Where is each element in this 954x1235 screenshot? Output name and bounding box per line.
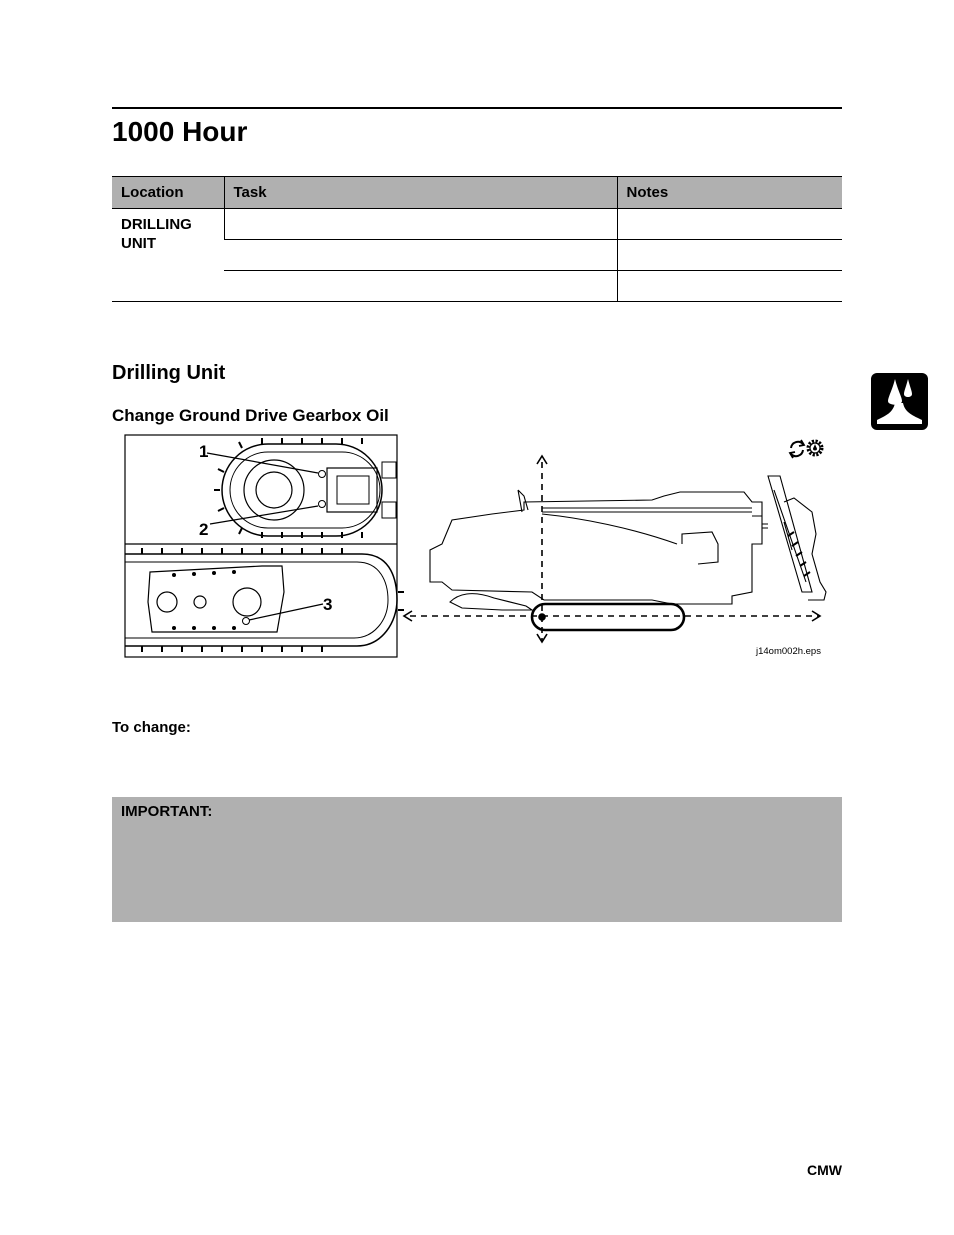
table-header-row	[112, 177, 842, 209]
gearbox-figure	[112, 432, 832, 662]
important-label: IMPORTANT:	[121, 803, 213, 820]
table-row	[112, 209, 842, 240]
callout-3: 3	[323, 595, 333, 614]
task-cell	[224, 209, 617, 240]
maintenance-table	[112, 176, 842, 302]
column-header: Notes	[617, 177, 842, 209]
top-rule	[112, 107, 842, 109]
to-change-label: To change:	[112, 719, 191, 736]
section-heading: Drilling Unit	[112, 362, 226, 384]
callout-2: 2	[199, 520, 209, 539]
figure-file-label: j14om002h.eps	[756, 646, 821, 657]
machine-side-view	[430, 476, 826, 610]
task-cell	[224, 271, 617, 302]
task-cell	[224, 240, 617, 271]
page-title: 1000 Hour	[112, 116, 248, 147]
column-header: Task	[224, 177, 617, 209]
subsection-heading: Change Ground Drive Gearbox Oil	[112, 406, 389, 425]
notes-cell	[617, 240, 842, 271]
notes-cell	[617, 209, 842, 240]
page-footer: CMW	[807, 1162, 842, 1178]
column-header: Location	[112, 177, 224, 209]
change-gear-oil-icon	[790, 440, 822, 458]
callout-1: 1	[199, 442, 209, 461]
fluid-drops-icon	[871, 373, 928, 430]
gearbox-inset	[125, 435, 404, 657]
notes-cell	[617, 271, 842, 302]
reference-axes	[404, 456, 820, 642]
important-box	[112, 797, 842, 922]
location-cell: DRILLING UNIT	[112, 209, 224, 302]
